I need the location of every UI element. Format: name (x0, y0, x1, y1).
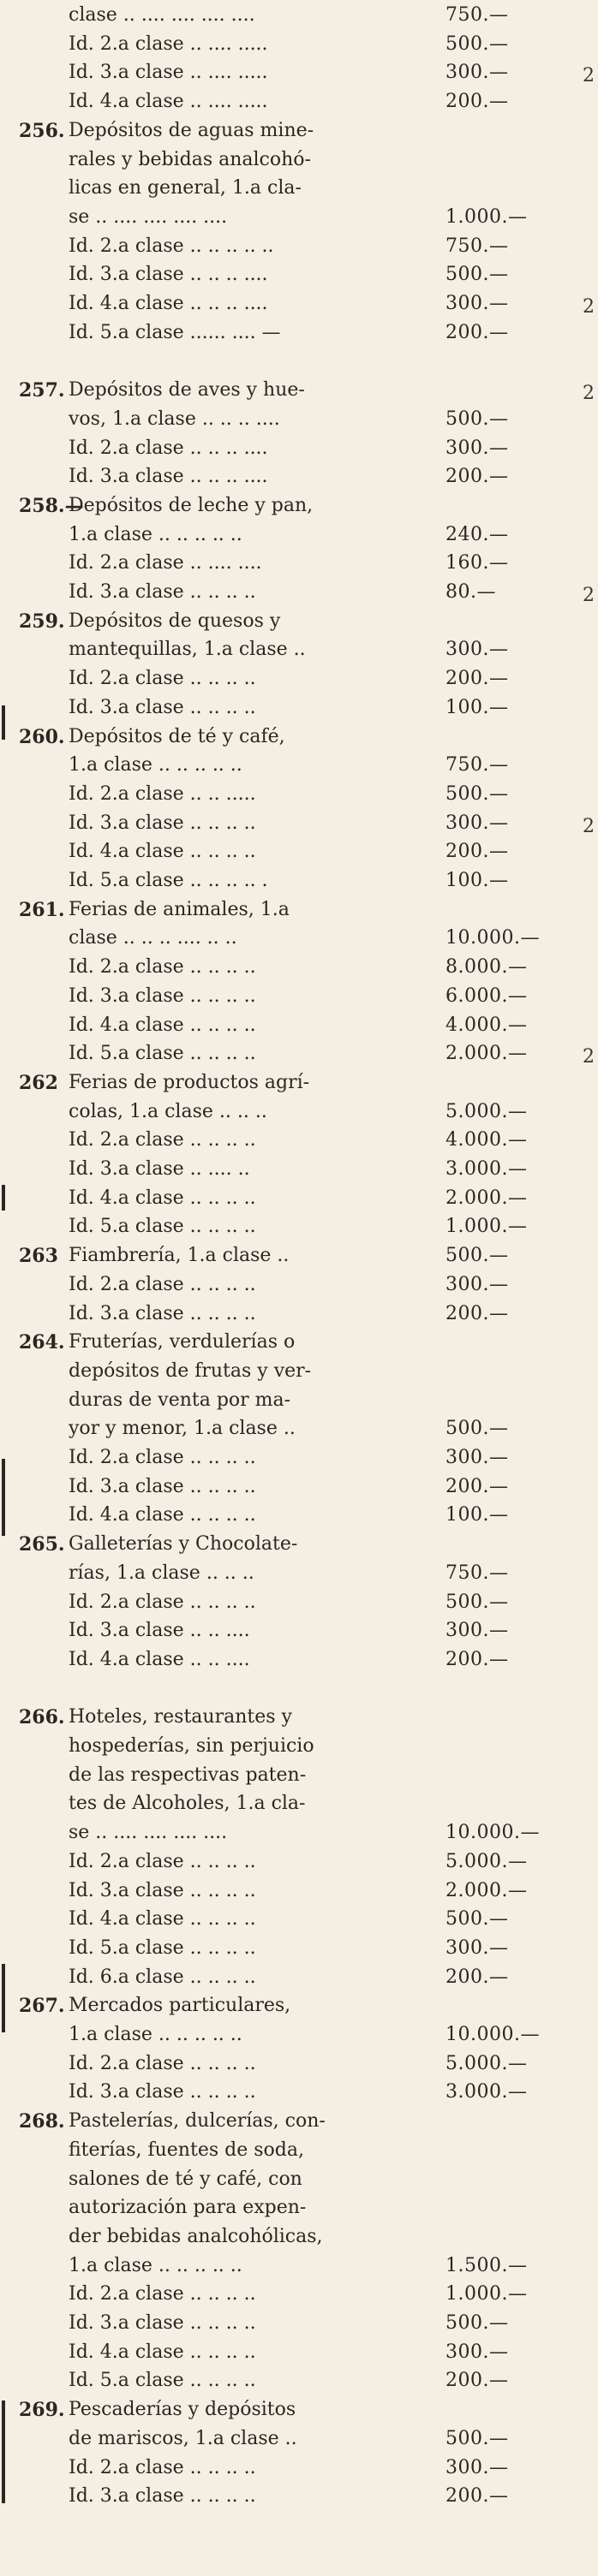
tariff-page (0, 3, 598, 2576)
item-description: Ferias de productos agrí- (69, 1071, 310, 1093)
tariff-row (0, 926, 598, 950)
item-description: se .. .... .... .... .... (69, 205, 228, 228)
item-description: Id. 5.a clase .. .. .. .. (69, 1936, 256, 1959)
tariff-row (0, 2311, 598, 2335)
tariff-row (0, 2398, 598, 2422)
item-amount: 500.— (446, 1418, 509, 1440)
tariff-row (0, 321, 598, 345)
item-description: Id. 5.a clase .. .. .. .. (69, 1216, 256, 1238)
item-description: Id. 2.a clase .. .... ..... (69, 33, 268, 55)
gutter-mark (2, 1459, 5, 1536)
tariff-row (0, 1705, 598, 1729)
item-description: fiterías, fuentes de soda, (69, 2139, 304, 2161)
item-amount: 5.000.— (446, 2052, 528, 2074)
item-description: 1.a clase .. .. .. .. .. (69, 523, 242, 545)
item-description: Pescaderías y depósitos (69, 2399, 296, 2421)
item-description: der bebidas analcohólicas, (69, 2225, 323, 2247)
item-description: Depósitos de aguas mine- (69, 119, 314, 141)
item-description: Id. 2.a clase .. .. .. .. (69, 2456, 256, 2478)
item-description: Mercados particulares, (69, 1995, 291, 2017)
item-description: Id. 3.a clase .. .... ..... (69, 62, 268, 84)
item-number: 260. (19, 725, 65, 748)
tariff-row (0, 1244, 598, 1268)
tariff-row (0, 638, 598, 662)
item-description: Id. 2.a clase .. .. .. .. (69, 956, 256, 979)
tariff-row (0, 3, 598, 27)
tariff-row (0, 349, 598, 373)
tariff-row (0, 1821, 598, 1845)
item-amount: 1.000.— (446, 1216, 528, 1238)
item-amount: 500.— (446, 1591, 509, 1613)
item-amount: 300.— (446, 2456, 509, 2478)
item-description: Id. 5.a clase .. .. .. .. (69, 1043, 256, 1065)
item-amount: 500.— (446, 1245, 509, 1267)
tariff-row (0, 2254, 598, 2278)
tariff-row (0, 1879, 598, 1903)
item-amount: 4.000.— (446, 1129, 528, 1151)
tariff-row (0, 1187, 598, 1211)
tariff-row (0, 2023, 598, 2047)
tariff-row (0, 2080, 598, 2104)
tariff-row (0, 292, 598, 316)
item-amount: 500.— (446, 2427, 509, 2449)
item-description: Pastelerías, dulcerías, con- (69, 2110, 326, 2133)
gutter-mark (2, 705, 5, 740)
edge-fragment: 2 (583, 1046, 595, 1068)
item-amount: 300.— (446, 293, 509, 314)
item-description: Id. 4.a clase .. .. .. .. (69, 1908, 256, 1931)
item-description: Id. 3.a clase .. .. .. .. (69, 812, 256, 834)
tariff-row (0, 1157, 598, 1181)
item-description: se .. .... .... .... .... (69, 1822, 228, 1844)
tariff-row (0, 2369, 598, 2393)
tariff-row (0, 1532, 598, 1556)
tariff-row (0, 61, 598, 85)
item-amount: 300.— (446, 1273, 509, 1295)
item-amount: 750.— (446, 4, 509, 26)
tariff-row (0, 1591, 598, 1615)
tariff-row (0, 2456, 598, 2480)
tariff-row (0, 1907, 598, 1931)
tariff-row (0, 1042, 598, 1066)
tariff-row (0, 176, 598, 200)
item-amount: 300.— (446, 1936, 509, 1959)
item-amount: 500.— (446, 2312, 509, 2334)
item-amount: 300.— (446, 62, 509, 84)
item-number: 256. (19, 119, 65, 142)
item-description: Id. 4.a clase .. .. .. .. (69, 841, 256, 863)
item-number: 269. (19, 2399, 65, 2422)
tariff-row (0, 2052, 598, 2076)
tariff-row (0, 2282, 598, 2306)
tariff-row (0, 1936, 598, 1960)
tariff-row (0, 90, 598, 114)
tariff-row (0, 869, 598, 893)
item-description: Fruterías, verdulerías o (69, 1331, 296, 1353)
tariff-row (0, 263, 598, 287)
item-amount: 200.— (446, 668, 509, 690)
item-amount: 2.000.— (446, 1187, 528, 1209)
item-description: Id. 5.a clase .. .. .. .. (69, 2370, 256, 2392)
item-amount: 300.— (446, 437, 509, 459)
tariff-row (0, 378, 598, 402)
tariff-row (0, 2484, 598, 2508)
tariff-row (0, 2225, 598, 2249)
item-amount: 200.— (446, 2485, 509, 2508)
tariff-row (0, 1994, 598, 2018)
item-description: Id. 3.a clase .. .. .. .. (69, 2485, 256, 2508)
item-amount: 80.— (446, 581, 496, 603)
tariff-row (0, 2168, 598, 2192)
item-description: Id. 3.a clase .. .. .. .. (69, 1302, 256, 1324)
item-description: Depósitos de té y café, (69, 725, 285, 747)
item-description: vos, 1.a clase .. .. .. .... (69, 408, 280, 430)
item-description: Id. 3.a clase .. .... .. (69, 1158, 250, 1180)
tariff-row (0, 898, 598, 922)
item-number: 259. (19, 610, 65, 633)
item-description: Id. 4.a clase .. .. .. .. (69, 2341, 256, 2363)
tariff-row (0, 1446, 598, 1470)
item-description: Ferias de animales, 1.a (69, 898, 290, 920)
tariff-row (0, 1302, 598, 1326)
gutter-mark (2, 2400, 5, 2503)
tariff-row (0, 148, 598, 172)
item-number: 261. (19, 898, 65, 921)
item-description: Id. 2.a clase .. .... .... (69, 552, 262, 574)
tariff-row (0, 753, 598, 777)
item-amount: 3.000.— (446, 1158, 528, 1180)
item-description: Id. 4.a clase .. .. .. .... (69, 293, 268, 314)
tariff-row (0, 1503, 598, 1527)
item-description: Id. 4.a clase .. .. .. .. (69, 1014, 256, 1036)
tariff-row (0, 119, 598, 143)
item-description: Hoteles, restaurantes y (69, 1706, 292, 1728)
item-number: 262 (19, 1071, 58, 1094)
tariff-row (0, 955, 598, 979)
item-description: Id. 3.a clase .. .. .. .. (69, 985, 256, 1007)
edge-fragment: 2 (583, 815, 595, 837)
tariff-row (0, 1475, 598, 1499)
tariff-row (0, 2427, 598, 2451)
item-number: 257. (19, 379, 65, 402)
tariff-row (0, 235, 598, 259)
tariff-row (0, 437, 598, 461)
item-description: mantequillas, 1.a clase .. (69, 639, 306, 661)
item-amount: 750.— (446, 1562, 509, 1584)
item-description: de las respectivas paten- (69, 1764, 307, 1786)
item-description: Galleterías y Chocolate- (69, 1533, 298, 1556)
tariff-row (0, 782, 598, 806)
tariff-row (0, 1966, 598, 1990)
item-amount: 1.000.— (446, 205, 528, 228)
tariff-row (0, 1562, 598, 1585)
item-amount: 750.— (446, 235, 509, 257)
gutter-mark (2, 1185, 5, 1211)
item-description: Id. 3.a clase .. .. .. .. (69, 581, 256, 603)
item-amount: 200.— (446, 841, 509, 863)
item-description: Id. 2.a clase .. .. .. .. (69, 1129, 256, 1151)
item-amount: 8.000.— (446, 956, 528, 979)
tariff-row (0, 812, 598, 836)
tariff-row (0, 1389, 598, 1413)
item-description: licas en general, 1.a cla- (69, 177, 302, 199)
tariff-row (0, 1215, 598, 1239)
item-amount: 2.000.— (446, 1043, 528, 1065)
item-number: 266. (19, 1706, 65, 1729)
item-description: hospederías, sin perjuicio (69, 1735, 314, 1757)
item-description: Id. 3.a clase .. .. .. .. (69, 1475, 256, 1497)
item-amount: 200.— (446, 2370, 509, 2392)
tariff-row (0, 1677, 598, 1701)
tariff-row (0, 205, 598, 229)
item-amount: 160.— (446, 552, 509, 574)
item-description: Id. 3.a clase .. .. .. .... (69, 264, 268, 286)
item-description: salones de té y café, con (69, 2168, 302, 2190)
item-amount: 300.— (446, 1620, 509, 1642)
tariff-row (0, 33, 598, 57)
item-description: colas, 1.a clase .. .. .. (69, 1100, 267, 1122)
item-description: Fiambrería, 1.a clase .. (69, 1245, 290, 1267)
item-number: 264. (19, 1331, 65, 1354)
item-description: duras de venta por ma- (69, 1389, 291, 1411)
item-amount: 500.— (446, 782, 509, 805)
edge-fragment: 2 (583, 296, 595, 318)
item-amount: 10.000.— (446, 2024, 540, 2045)
item-description: Id. 2.a clase .. .. .. .. (69, 2283, 256, 2305)
tariff-row (0, 523, 598, 547)
item-amount: 10.000.— (446, 1822, 540, 1844)
item-description: Id. 3.a clase .. .. .. .... (69, 466, 268, 488)
tariff-row (0, 1648, 598, 1672)
item-description: Id. 2.a clase .. .. .. .. (69, 1273, 256, 1295)
item-description: Id. 6.a clase .. .. .. .. (69, 1966, 256, 1988)
item-amount: 6.000.— (446, 985, 528, 1007)
item-description: Id. 2.a clase .. .. .. .. (69, 1447, 256, 1468)
item-description: Id. 2.a clase .. .. .. .. (69, 1850, 256, 1872)
item-description: Id. 2.a clase .. .. .. .. (69, 668, 256, 690)
item-description: yor y menor, 1.a clase .. (69, 1418, 296, 1440)
tariff-row (0, 1128, 598, 1152)
item-amount: 4.000.— (446, 1014, 528, 1036)
item-description: Id. 4.a clase .. .. .... (69, 1648, 250, 1670)
item-description: de mariscos, 1.a clase .. (69, 2427, 297, 2449)
item-amount: 200.— (446, 91, 509, 113)
item-description: Id. 4.a clase .. .. .. .. (69, 1187, 256, 1209)
item-amount: 200.— (446, 466, 509, 488)
item-amount: 200.— (446, 321, 509, 343)
item-description: Id. 5.a clase ...... .... — (69, 321, 281, 343)
item-description: autorización para expen- (69, 2197, 307, 2219)
tariff-row (0, 1734, 598, 1758)
item-description: 1.a clase .. .. .. .. .. (69, 754, 242, 776)
tariff-row (0, 465, 598, 489)
tariff-row (0, 1792, 598, 1816)
item-amount: 300.— (446, 812, 509, 834)
item-amount: 100.— (446, 870, 509, 891)
item-description: Id. 3.a clase .. .. .... (69, 1620, 250, 1642)
tariff-row (0, 1330, 598, 1354)
item-number: 265. (19, 1533, 65, 1556)
tariff-row (0, 1273, 598, 1297)
item-amount: 10.000.— (446, 927, 540, 949)
item-number: 263 (19, 1245, 58, 1268)
edge-fragment: 2 (583, 383, 595, 405)
item-amount: 200.— (446, 1475, 509, 1497)
item-amount: 1.500.— (446, 2254, 528, 2276)
tariff-row (0, 985, 598, 1008)
item-description: Depósitos de leche y pan, (69, 494, 314, 516)
item-description: Id. 4.a clase .. .... ..... (69, 91, 268, 113)
tariff-row (0, 1764, 598, 1788)
tariff-row (0, 667, 598, 691)
item-description: 1.a clase .. .. .. .. .. (69, 2024, 242, 2045)
tariff-row (0, 840, 598, 864)
item-amount: 5.000.— (446, 1100, 528, 1122)
item-amount: 200.— (446, 1648, 509, 1670)
tariff-row (0, 1100, 598, 1124)
tariff-row (0, 2341, 598, 2365)
item-description: Depósitos de aves y hue- (69, 379, 305, 402)
item-amount: 500.— (446, 408, 509, 430)
item-description: clase .. .. .. .... .. .. (69, 927, 237, 949)
item-amount: 300.— (446, 2341, 509, 2363)
item-amount: 100.— (446, 696, 509, 718)
item-description: Id. 2.a clase .. .. .. .... (69, 437, 268, 459)
tariff-row (0, 610, 598, 634)
item-amount: 500.— (446, 264, 509, 286)
tariff-row (0, 696, 598, 720)
tariff-row (0, 551, 598, 575)
item-description: 1.a clase .. .. .. .. .. (69, 2254, 242, 2276)
edge-fragment: 2 (583, 585, 595, 606)
item-description: Id. 2.a clase .. .. .. .. (69, 1591, 256, 1613)
item-description: rías, 1.a clase .. .. .. (69, 1562, 254, 1584)
item-amount: 200.— (446, 1966, 509, 1988)
item-description: depósitos de frutas y ver- (69, 1359, 312, 1382)
item-amount: 500.— (446, 1908, 509, 1931)
item-description: Id. 2.a clase .. .. .. .. (69, 2052, 256, 2074)
item-description: Id. 5.a clase .. .. .. .. . (69, 870, 268, 891)
tariff-row (0, 1619, 598, 1643)
item-amount: 5.000.— (446, 1850, 528, 1872)
item-description: tes de Alcoholes, 1.a cla- (69, 1793, 306, 1815)
item-amount: 200.— (446, 1302, 509, 1324)
item-description: Id. 2.a clase .. .. ..... (69, 782, 256, 805)
tariff-row (0, 408, 598, 431)
tariff-row (0, 725, 598, 749)
item-description: Id. 2.a clase .. .. .. .. .. (69, 235, 274, 257)
tariff-row (0, 1359, 598, 1383)
item-amount: 750.— (446, 754, 509, 776)
item-description: Id. 3.a clase .. .. .. .. (69, 696, 256, 718)
item-amount: 500.— (446, 33, 509, 55)
tariff-row (0, 1014, 598, 1038)
item-amount: 100.— (446, 1504, 509, 1526)
tariff-row (0, 494, 598, 518)
item-amount: 300.— (446, 1447, 509, 1468)
item-amount: 300.— (446, 639, 509, 661)
tariff-row (0, 580, 598, 604)
item-amount: 3.000.— (446, 2081, 528, 2103)
tariff-row (0, 1071, 598, 1095)
tariff-row (0, 1417, 598, 1441)
item-description: clase .. .... .... .... .... (69, 4, 255, 26)
item-description: Id. 3.a clase .. .. .. .. (69, 2312, 256, 2334)
item-number: 267. (19, 1995, 65, 2018)
tariff-row (0, 2196, 598, 2220)
item-description: rales y bebidas analcohó- (69, 148, 311, 170)
edge-fragment: 2 (583, 65, 595, 87)
item-amount: 2.000.— (446, 1879, 528, 1901)
item-amount: 240.— (446, 523, 509, 545)
tariff-row (0, 1850, 598, 1874)
item-number: 258.— (19, 494, 84, 517)
item-description: Id. 3.a clase .. .. .. .. (69, 2081, 256, 2103)
gutter-mark (2, 1964, 5, 2032)
tariff-row (0, 2109, 598, 2133)
item-description: Id. 4.a clase .. .. .. .. (69, 1504, 256, 1526)
item-number: 268. (19, 2110, 65, 2133)
item-amount: 1.000.— (446, 2283, 528, 2305)
item-description: Depósitos de quesos y (69, 610, 281, 632)
item-description: Id. 3.a clase .. .. .. .. (69, 1879, 256, 1901)
tariff-row (0, 2139, 598, 2163)
